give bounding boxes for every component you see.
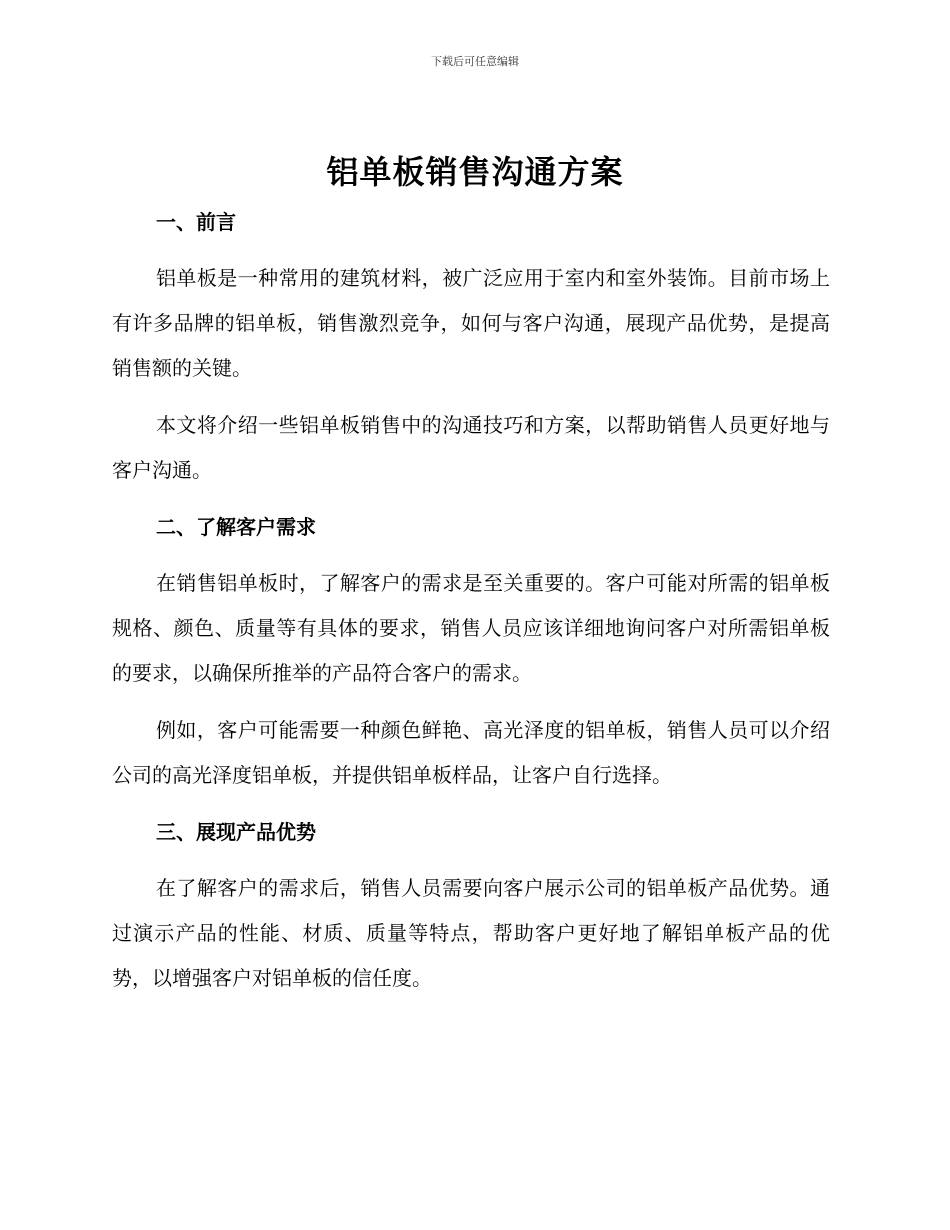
paragraph: 例如，客户可能需要一种颜色鲜艳、高光泽度的铝单板，销售人员可以介绍公司的高光泽度铝单板，并提供铝单板样品，让客户自行选择。	[112, 718, 830, 787]
section-heading-customer-needs: 二、了解客户需求	[156, 515, 316, 539]
section-heading-preface: 一、前言	[156, 210, 236, 234]
document-title: 铝单板销售沟通方案	[326, 153, 624, 191]
header-note: 下载后可任意编辑	[431, 55, 519, 68]
paragraph: 本文将介绍一些铝单板销售中的沟通技巧和方案，以帮助销售人员更好地与客户沟通。	[112, 413, 830, 482]
paragraph: 铝单板是一种常用的建筑材料，被广泛应用于室内和室外装饰。目前市场上有许多品牌的铝单板，销售激烈竞争，如何与客户沟通，展现产品优势，是提高销售额的关键。	[112, 266, 830, 380]
document-body	[112, 200, 830, 1001]
paragraph: 在了解客户的需求后，销售人员需要向客户展示公司的铝单板产品优势。通过演示产品的性能、材质、质量等特点，帮助客户更好地了解铝单板产品的优势，以增强客户对铝单板的信任度。	[112, 876, 830, 990]
section-heading-product-advantages: 三、展现产品优势	[156, 820, 316, 844]
paragraph: 在销售铝单板时，了解客户的需求是至关重要的。客户可能对所需的铝单板规格、颜色、质量等有具体的要求，销售人员应该详细地询问客户对所需铝单板的要求，以确保所推举的产品符合客户的需求。	[112, 571, 830, 685]
